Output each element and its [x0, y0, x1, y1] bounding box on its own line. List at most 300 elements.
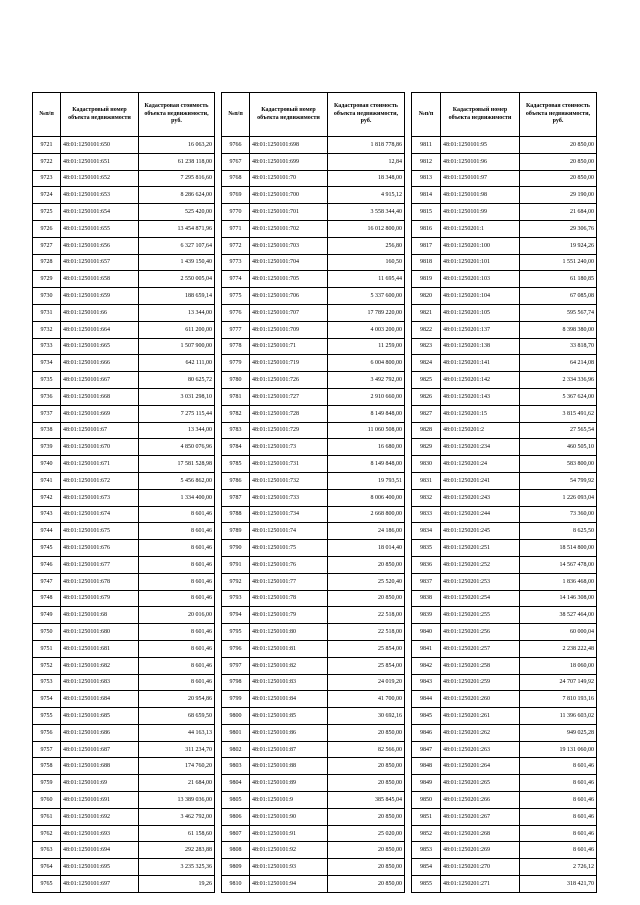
row-number: 9821 — [412, 304, 441, 321]
cadastral-number: 48:01:1250201:245 — [441, 523, 520, 540]
row-number: 9733 — [33, 338, 61, 355]
table-row — [33, 405, 215, 422]
header-cadastral-value: Кадастровая стоимость объекта недвижимости, руб. — [328, 93, 405, 137]
cadastral-number: 48:01:1250101:670 — [61, 439, 139, 456]
row-number: 9811 — [412, 137, 441, 154]
cadastral-number: 48:01:1250101:97 — [441, 170, 520, 187]
cadastral-value: 8 149 848,00 — [328, 405, 405, 422]
cadastral-value: 30 692,16 — [328, 708, 405, 725]
row-number: 9814 — [412, 187, 441, 204]
cadastral-value: 13 389 036,00 — [139, 792, 215, 809]
cadastral-value: 3 031 298,10 — [139, 388, 215, 405]
cadastral-number: 48:01:1250101:684 — [61, 691, 139, 708]
row-number: 9782 — [222, 405, 250, 422]
cadastral-value: 29 190,00 — [520, 187, 597, 204]
cadastral-number: 48:01:1250101:678 — [61, 573, 139, 590]
table-row — [412, 808, 597, 825]
table-body — [33, 137, 215, 893]
header-cadastral-value: Кадастровая стоимость объекта недвижимости, руб. — [520, 93, 597, 137]
row-number: 9834 — [412, 523, 441, 540]
cadastral-value: 2 334 336,96 — [520, 372, 597, 389]
table-row — [33, 288, 215, 305]
table-row — [412, 775, 597, 792]
table-row — [222, 792, 405, 809]
cadastral-value: 8 601,46 — [139, 573, 215, 590]
table-row — [222, 540, 405, 557]
row-number: 9775 — [222, 288, 250, 305]
cadastral-value: 17 789 220,00 — [328, 304, 405, 321]
row-number: 9809 — [222, 859, 250, 876]
header-number: №п/п — [33, 93, 61, 137]
row-number: 9727 — [33, 237, 61, 254]
table-row — [222, 288, 405, 305]
cadastral-value: 292 283,88 — [139, 842, 215, 859]
cadastral-number: 48:01:1250201:252 — [441, 556, 520, 573]
cadastral-number: 48:01:1250201:267 — [441, 808, 520, 825]
row-number: 9752 — [33, 657, 61, 674]
cadastral-number: 48:01:1250101:85 — [250, 708, 328, 725]
cadastral-value: 8 601,46 — [520, 792, 597, 809]
cadastral-number: 48:01:1250101:87 — [250, 741, 328, 758]
table-row — [412, 624, 597, 641]
cadastral-value: 11 060 508,00 — [328, 422, 405, 439]
table-row — [222, 590, 405, 607]
table-row — [33, 220, 215, 237]
header-cadastral-number: Кадастровый номер объекта недвижимости — [441, 93, 520, 137]
table-row — [222, 825, 405, 842]
cadastral-number: 48:01:1250101:727 — [250, 388, 328, 405]
table-row — [222, 640, 405, 657]
row-number: 9736 — [33, 388, 61, 405]
cadastral-value: 311 234,70 — [139, 741, 215, 758]
cadastral-value: 54 799,92 — [520, 472, 597, 489]
cadastral-number: 48:01:1250101:89 — [250, 775, 328, 792]
row-number: 9755 — [33, 708, 61, 725]
cadastral-number: 48:01:1250101:664 — [61, 321, 139, 338]
cadastral-number: 48:01:1250101:667 — [61, 372, 139, 389]
cadastral-value: 13 344,00 — [139, 422, 215, 439]
table-row — [412, 237, 597, 254]
table-row — [33, 607, 215, 624]
row-number: 9772 — [222, 237, 250, 254]
table-row — [412, 691, 597, 708]
row-number: 9744 — [33, 523, 61, 540]
cadastral-number: 48:01:1250101:733 — [250, 489, 328, 506]
row-number: 9750 — [33, 624, 61, 641]
cadastral-value: 24 186,00 — [328, 523, 405, 540]
table-row — [222, 573, 405, 590]
row-number: 9835 — [412, 540, 441, 557]
cadastral-value: 8 601,46 — [139, 657, 215, 674]
cadastral-number: 48:01:1250101:673 — [61, 489, 139, 506]
cadastral-number: 48:01:1250201:251 — [441, 540, 520, 557]
row-number: 9741 — [33, 472, 61, 489]
cadastral-value: 41 700,00 — [328, 691, 405, 708]
cadastral-value: 20 850,00 — [520, 170, 597, 187]
cadastral-value: 18 514 800,00 — [520, 540, 597, 557]
table-row — [222, 758, 405, 775]
cadastral-number: 48:01:1250101:697 — [61, 876, 139, 893]
table-header — [412, 93, 597, 137]
cadastral-value: 2 668 800,00 — [328, 506, 405, 523]
cadastral-value: 8 398 380,00 — [520, 321, 597, 338]
table-row — [33, 489, 215, 506]
cadastral-value: 8 625,50 — [520, 523, 597, 540]
cadastral-value: 525 420,00 — [139, 204, 215, 221]
row-number: 9828 — [412, 422, 441, 439]
row-number: 9808 — [222, 842, 250, 859]
cadastral-value: 8 601,46 — [520, 758, 597, 775]
row-number: 9818 — [412, 254, 441, 271]
table-row — [412, 741, 597, 758]
row-number: 9739 — [33, 439, 61, 456]
row-number: 9853 — [412, 842, 441, 859]
table-row — [222, 691, 405, 708]
cadastral-value: 24 019,20 — [328, 674, 405, 691]
cadastral-number: 48:01:1250101:701 — [250, 204, 328, 221]
cadastral-number: 48:01:1250101:704 — [250, 254, 328, 271]
table-row — [412, 355, 597, 372]
row-number: 9748 — [33, 590, 61, 607]
cadastral-value: 64 214,08 — [520, 355, 597, 372]
cadastral-number: 48:01:1250201:262 — [441, 724, 520, 741]
cadastral-value: 1 226 093,04 — [520, 489, 597, 506]
row-number: 9806 — [222, 808, 250, 825]
cadastral-value: 8 601,46 — [139, 624, 215, 641]
table-row — [33, 573, 215, 590]
cadastral-number: 48:01:1250101:94 — [250, 876, 328, 893]
cadastral-value: 24 707 149,92 — [520, 674, 597, 691]
table-row — [33, 624, 215, 641]
table-row — [33, 708, 215, 725]
table-row — [222, 372, 405, 389]
cadastral-number: 48:01:1250201:261 — [441, 708, 520, 725]
table-row — [33, 372, 215, 389]
table-row — [33, 657, 215, 674]
table-row — [412, 372, 597, 389]
cadastral-value: 1 439 150,40 — [139, 254, 215, 271]
cadastral-value: 11 695,44 — [328, 271, 405, 288]
row-number: 9852 — [412, 825, 441, 842]
table-row — [222, 842, 405, 859]
cadastral-number: 48:01:1250101:666 — [61, 355, 139, 372]
table-row — [33, 170, 215, 187]
table-row — [222, 708, 405, 725]
cadastral-number: 48:01:1250201:100 — [441, 237, 520, 254]
table-row — [412, 708, 597, 725]
cadastral-value: 60 000,04 — [520, 624, 597, 641]
cadastral-number: 48:01:1250101:728 — [250, 405, 328, 422]
cadastral-number: 48:01:1250101:692 — [61, 808, 139, 825]
cadastral-number: 48:01:1250101:82 — [250, 657, 328, 674]
table-row — [33, 439, 215, 456]
row-number: 9721 — [33, 137, 61, 154]
cadastral-value: 20 850,00 — [328, 590, 405, 607]
table-row — [222, 775, 405, 792]
cadastral-number: 48:01:1250101:84 — [250, 691, 328, 708]
cadastral-value: 3 235 325,36 — [139, 859, 215, 876]
table-row — [412, 153, 597, 170]
cadastral-number: 48:01:1250101:699 — [250, 153, 328, 170]
row-number: 9826 — [412, 388, 441, 405]
cadastral-value: 82 566,00 — [328, 741, 405, 758]
cadastral-value: 20 954,86 — [139, 691, 215, 708]
row-number: 9844 — [412, 691, 441, 708]
cadastral-value: 16 063,20 — [139, 137, 215, 154]
cadastral-number: 48:01:1250101:726 — [250, 372, 328, 389]
table-row — [222, 338, 405, 355]
cadastral-value: 13 344,00 — [139, 304, 215, 321]
cadastral-value: 188 659,14 — [139, 288, 215, 305]
cadastral-number: 48:01:1250201:243 — [441, 489, 520, 506]
cadastral-value: 5 456 862,00 — [139, 472, 215, 489]
row-number: 9798 — [222, 674, 250, 691]
cadastral-number: 48:01:1250101:74 — [250, 523, 328, 540]
table-row — [33, 691, 215, 708]
cadastral-number: 48:01:1250101:693 — [61, 825, 139, 842]
row-number: 9767 — [222, 153, 250, 170]
table-row — [33, 355, 215, 372]
cadastral-number: 48:01:1250201:24 — [441, 456, 520, 473]
table-row — [222, 624, 405, 641]
row-number: 9754 — [33, 691, 61, 708]
cadastral-number: 48:01:1250101:706 — [250, 288, 328, 305]
cadastral-number: 48:01:1250201:260 — [441, 691, 520, 708]
cadastral-value: 2 550 005,04 — [139, 271, 215, 288]
header-number: №п/п — [412, 93, 441, 137]
cadastral-value: 80 625,72 — [139, 372, 215, 389]
cadastral-value: 174 760,20 — [139, 758, 215, 775]
row-number: 9846 — [412, 724, 441, 741]
row-number: 9747 — [33, 573, 61, 590]
row-number: 9823 — [412, 338, 441, 355]
table-row — [412, 388, 597, 405]
table-row — [412, 254, 597, 271]
table-row — [222, 876, 405, 893]
row-number: 9783 — [222, 422, 250, 439]
cadastral-value: 7 275 115,44 — [139, 405, 215, 422]
row-number: 9751 — [33, 640, 61, 657]
row-number: 9820 — [412, 288, 441, 305]
cadastre-table-3 — [411, 92, 597, 893]
cadastral-value: 1 551 240,00 — [520, 254, 597, 271]
row-number: 9813 — [412, 170, 441, 187]
cadastral-value: 8 601,46 — [139, 523, 215, 540]
cadastral-value: 68 659,50 — [139, 708, 215, 725]
row-number: 9784 — [222, 439, 250, 456]
cadastral-value: 20 850,00 — [520, 137, 597, 154]
cadastral-number: 48:01:1250201:241 — [441, 472, 520, 489]
table-row — [33, 808, 215, 825]
row-number: 9725 — [33, 204, 61, 221]
cadastral-number: 48:01:1250201:270 — [441, 859, 520, 876]
cadastral-value: 21 684,00 — [520, 204, 597, 221]
cadastral-value: 160,50 — [328, 254, 405, 271]
cadastral-number: 48:01:1250201:137 — [441, 321, 520, 338]
table-row — [412, 573, 597, 590]
cadastral-value: 19 924,26 — [520, 237, 597, 254]
table-row — [412, 439, 597, 456]
row-number: 9824 — [412, 355, 441, 372]
cadastral-number: 48:01:1250101:654 — [61, 204, 139, 221]
cadastral-number: 48:01:1250201:255 — [441, 607, 520, 624]
table-body — [222, 137, 405, 893]
table-row — [222, 808, 405, 825]
table-row — [222, 304, 405, 321]
row-number: 9825 — [412, 372, 441, 389]
table-row — [412, 288, 597, 305]
cadastral-number: 48:01:1250101:694 — [61, 842, 139, 859]
row-number: 9740 — [33, 456, 61, 473]
row-number: 9800 — [222, 708, 250, 725]
table-row — [33, 590, 215, 607]
cadastral-number: 48:01:1250101:652 — [61, 170, 139, 187]
header-cadastral-value: Кадастровая стоимость объекта недвижимости, руб. — [139, 93, 215, 137]
cadastral-number: 48:01:1250201:15 — [441, 405, 520, 422]
cadastral-value: 611 200,00 — [139, 321, 215, 338]
row-number: 9819 — [412, 271, 441, 288]
cadastral-number: 48:01:1250101:685 — [61, 708, 139, 725]
cadastral-number: 48:01:1250201:269 — [441, 842, 520, 859]
row-number: 9801 — [222, 724, 250, 741]
cadastral-value: 8 601,46 — [520, 775, 597, 792]
cadastral-number: 48:01:1250101:691 — [61, 792, 139, 809]
row-number: 9805 — [222, 792, 250, 809]
cadastre-table-1 — [32, 92, 215, 893]
table-row — [33, 523, 215, 540]
cadastral-value: 6 004 800,00 — [328, 355, 405, 372]
cadastral-value: 33 818,70 — [520, 338, 597, 355]
cadastral-number: 48:01:1250101:700 — [250, 187, 328, 204]
cadastral-number: 48:01:1250201:143 — [441, 388, 520, 405]
cadastral-number: 48:01:1250101:729 — [250, 422, 328, 439]
cadastral-number: 48:01:1250201:268 — [441, 825, 520, 842]
cadastral-number: 48:01:1250101:68 — [61, 607, 139, 624]
row-number: 9732 — [33, 321, 61, 338]
cadastral-number: 48:01:1250101:687 — [61, 741, 139, 758]
cadastral-number: 48:01:1250101:672 — [61, 472, 139, 489]
cadastral-value: 8 006 400,00 — [328, 489, 405, 506]
cadastral-value: 8 601,46 — [139, 640, 215, 657]
cadastral-value: 61 158,60 — [139, 825, 215, 842]
cadastral-number: 48:01:1250101:95 — [441, 137, 520, 154]
table-row — [222, 187, 405, 204]
table-row — [33, 304, 215, 321]
row-number: 9760 — [33, 792, 61, 809]
cadastral-number: 48:01:1250201:138 — [441, 338, 520, 355]
cadastral-number: 48:01:1250101:66 — [61, 304, 139, 321]
table-row — [33, 674, 215, 691]
cadastral-value: 7 295 816,60 — [139, 170, 215, 187]
row-number: 9778 — [222, 338, 250, 355]
cadastral-number: 48:01:1250101:698 — [250, 137, 328, 154]
cadastral-value: 5 367 624,00 — [520, 388, 597, 405]
row-number: 9792 — [222, 573, 250, 590]
row-number: 9847 — [412, 741, 441, 758]
table-row — [412, 640, 597, 657]
cadastral-number: 48:01:1250101:734 — [250, 506, 328, 523]
cadastral-value: 14 146 308,00 — [520, 590, 597, 607]
cadastral-value: 25 520,40 — [328, 573, 405, 590]
cadastral-number: 48:01:1250101:677 — [61, 556, 139, 573]
table-row — [33, 506, 215, 523]
table-row — [222, 607, 405, 624]
cadastral-value: 18 348,00 — [328, 170, 405, 187]
cadastral-number: 48:01:1250201:263 — [441, 741, 520, 758]
row-number: 9833 — [412, 506, 441, 523]
cadastral-value: 8 601,46 — [520, 842, 597, 859]
cadastral-number: 48:01:1250101:671 — [61, 456, 139, 473]
cadastral-number: 48:01:1250201:256 — [441, 624, 520, 641]
table-row — [33, 825, 215, 842]
table-header — [33, 93, 215, 137]
header-number: №п/п — [222, 93, 250, 137]
cadastral-value: 4 003 200,00 — [328, 321, 405, 338]
table-row — [33, 237, 215, 254]
table-row — [33, 388, 215, 405]
cadastral-number: 48:01:1250201:2 — [441, 422, 520, 439]
row-number: 9791 — [222, 556, 250, 573]
table-row — [412, 489, 597, 506]
cadastral-value: 5 337 600,00 — [328, 288, 405, 305]
cadastral-number: 48:01:1250101:657 — [61, 254, 139, 271]
cadastre-table-2 — [221, 92, 405, 893]
header-cadastral-number: Кадастровый номер объекта недвижимости — [61, 93, 139, 137]
row-number: 9765 — [33, 876, 61, 893]
row-number: 9851 — [412, 808, 441, 825]
table-row — [33, 187, 215, 204]
cadastral-value: 8 601,46 — [520, 808, 597, 825]
cadastral-value: 583 800,00 — [520, 456, 597, 473]
row-number: 9729 — [33, 271, 61, 288]
row-number: 9761 — [33, 808, 61, 825]
cadastral-value: 20 850,00 — [328, 556, 405, 573]
table-row — [222, 355, 405, 372]
table-row — [33, 422, 215, 439]
row-number: 9762 — [33, 825, 61, 842]
row-number: 9743 — [33, 506, 61, 523]
row-number: 9753 — [33, 674, 61, 691]
table-row — [33, 137, 215, 154]
row-number: 9786 — [222, 472, 250, 489]
row-number: 9831 — [412, 472, 441, 489]
row-number: 9830 — [412, 456, 441, 473]
cadastral-number: 48:01:1250101:675 — [61, 523, 139, 540]
table-row — [412, 825, 597, 842]
cadastral-value: 27 565,54 — [520, 422, 597, 439]
table-header — [222, 93, 405, 137]
cadastral-number: 48:01:1250101:659 — [61, 288, 139, 305]
cadastral-value: 11 396 603,02 — [520, 708, 597, 725]
cadastral-number: 48:01:1250101:682 — [61, 657, 139, 674]
row-number: 9855 — [412, 876, 441, 893]
cadastral-value: 20 850,00 — [328, 808, 405, 825]
table-row — [222, 237, 405, 254]
cadastral-number: 48:01:1250101:732 — [250, 472, 328, 489]
cadastral-number: 48:01:1250101:99 — [441, 204, 520, 221]
table-row — [412, 204, 597, 221]
row-number: 9757 — [33, 741, 61, 758]
cadastral-value: 7 810 193,16 — [520, 691, 597, 708]
cadastral-value: 6 327 107,64 — [139, 237, 215, 254]
table-row — [412, 170, 597, 187]
cadastral-number: 48:01:1250101:680 — [61, 624, 139, 641]
row-number: 9780 — [222, 372, 250, 389]
row-number: 9771 — [222, 220, 250, 237]
table-row — [412, 220, 597, 237]
table-row — [33, 640, 215, 657]
table-row — [33, 271, 215, 288]
